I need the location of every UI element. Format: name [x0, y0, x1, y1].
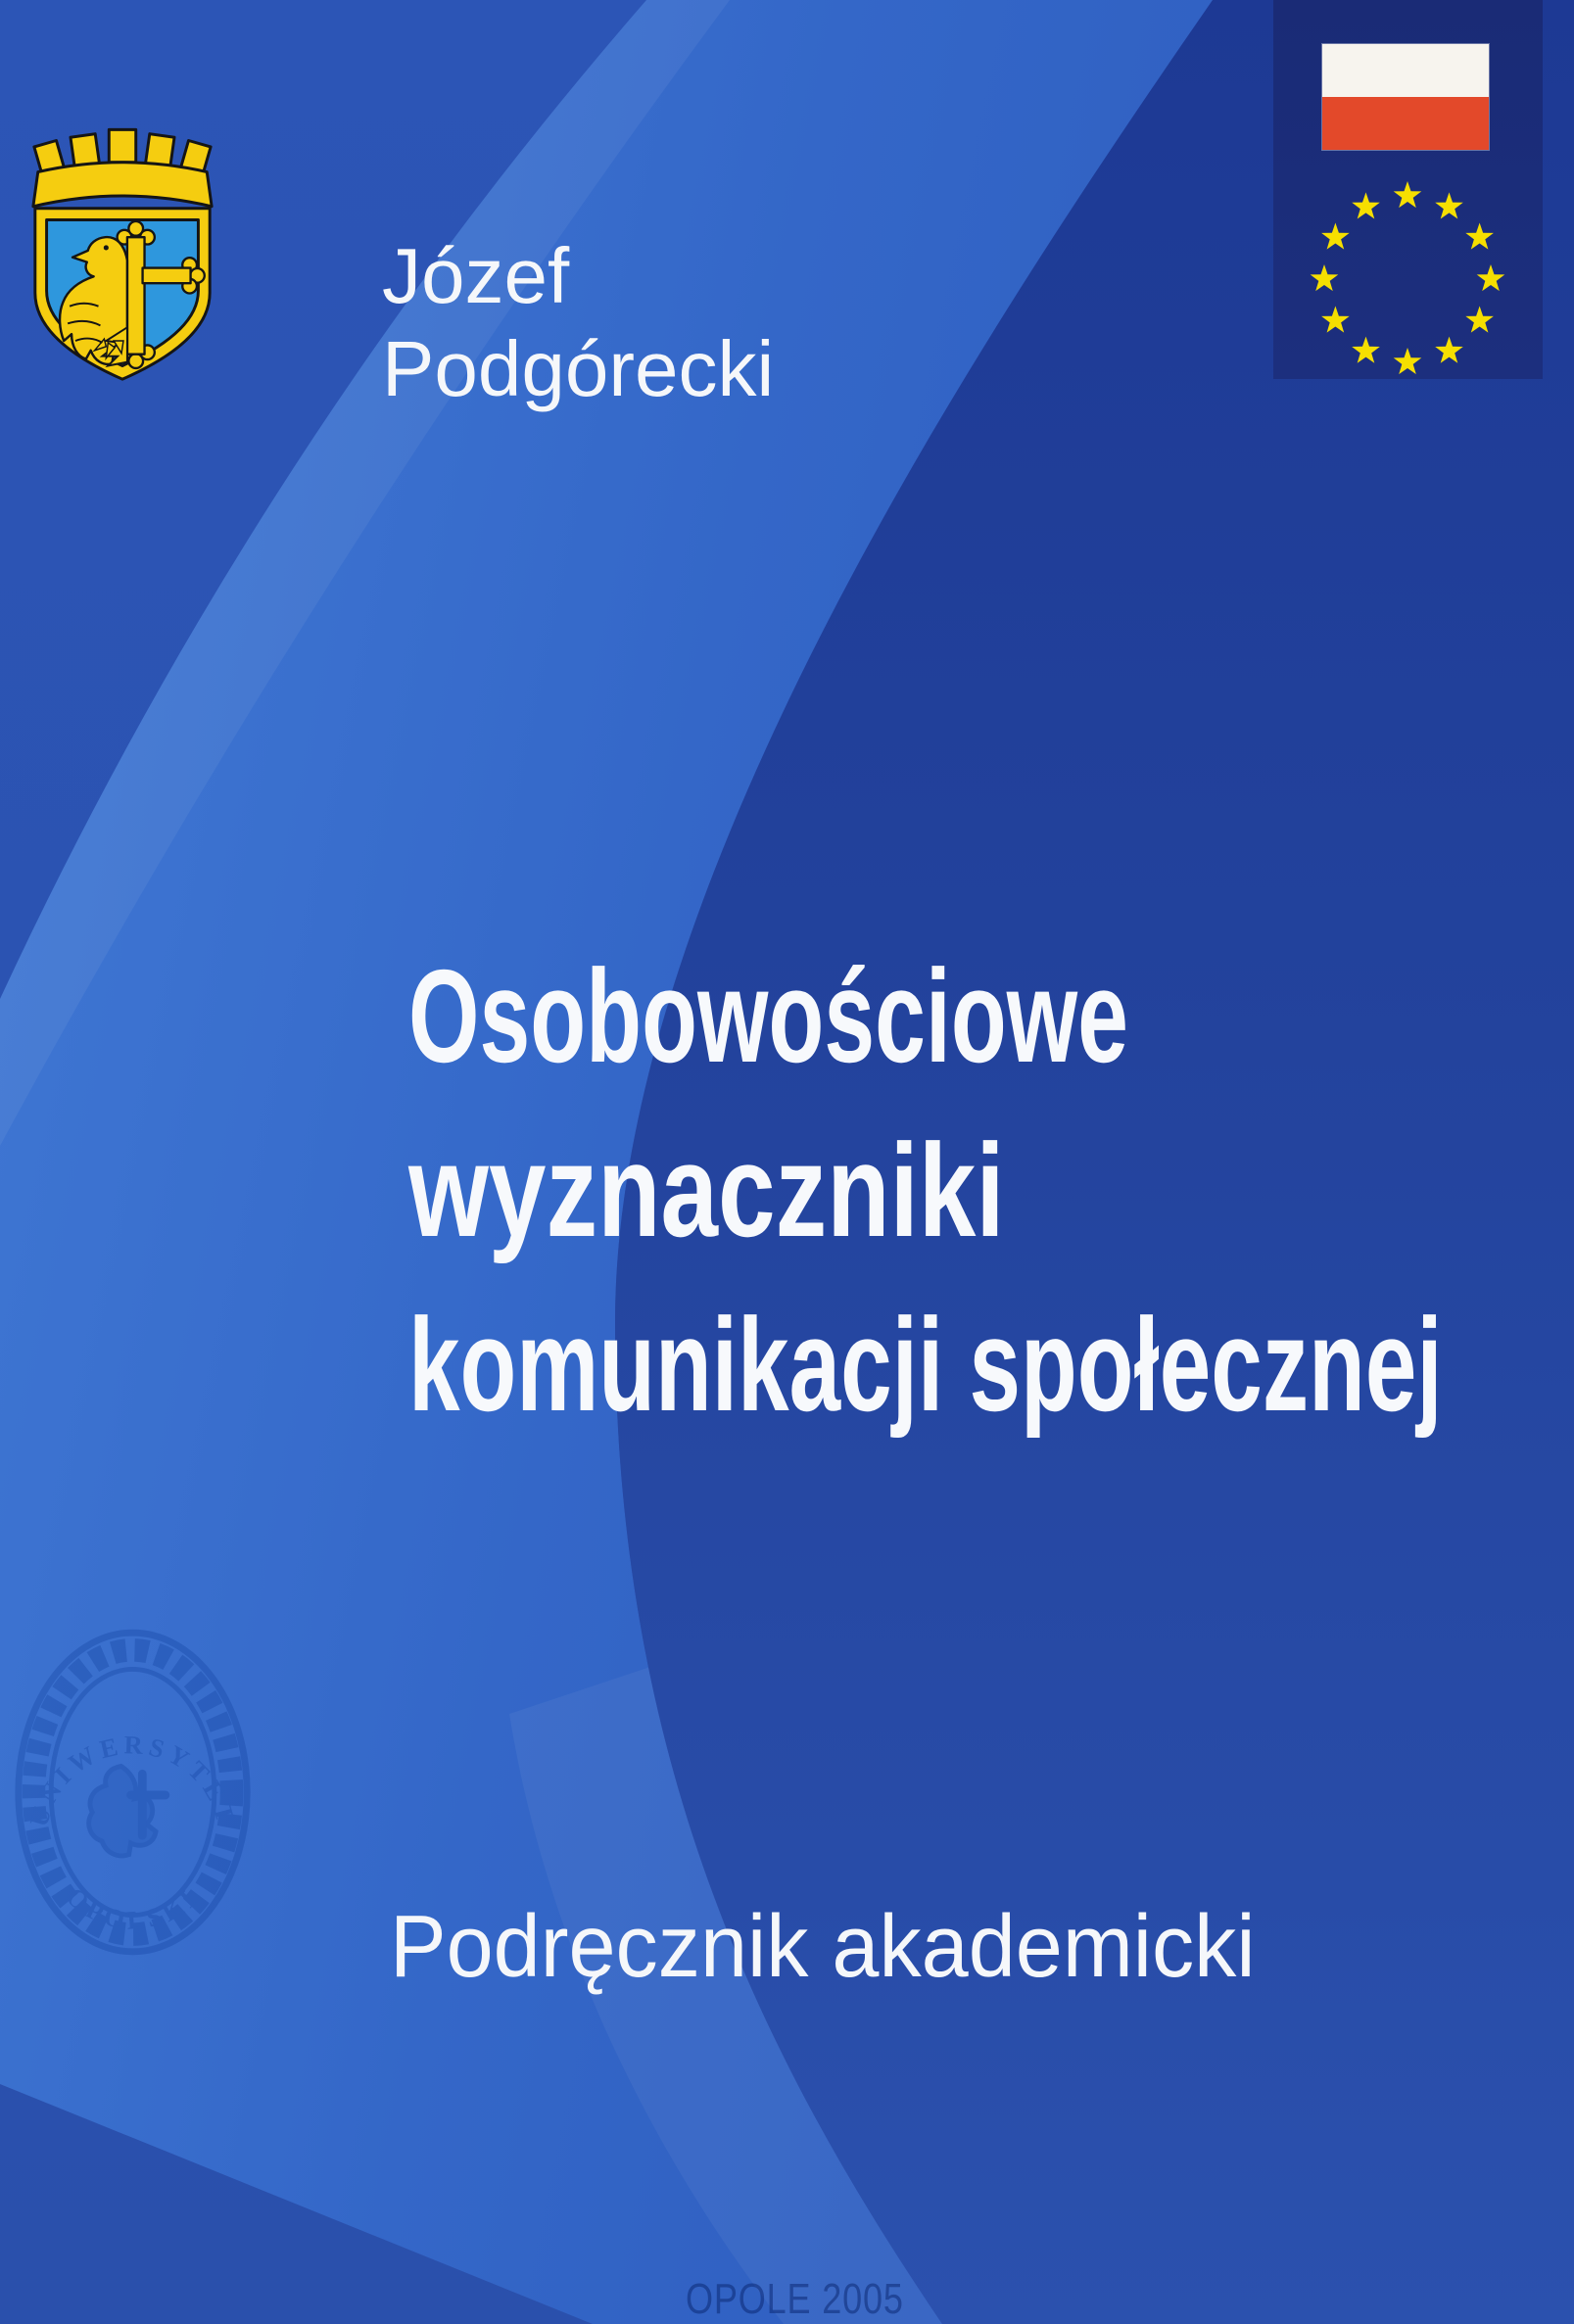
author-name: [382, 229, 774, 415]
author-first-name: Józef: [382, 232, 570, 319]
eu-stars-icon: [1273, 0, 1543, 379]
title-line-2: wyznaczniki: [408, 1116, 1005, 1264]
opole-coat-of-arms-icon: [12, 101, 233, 389]
crown-band: [33, 163, 212, 207]
university-seal-watermark: [8, 1618, 258, 1963]
title-line-3: komunikacji społecznej: [408, 1291, 1443, 1439]
subtitle: Podręcznik akademicki: [390, 1898, 1256, 1996]
seal-text-bottom: OPOLSKI: [61, 1880, 205, 1935]
title-line-1: Osobowościowe: [408, 942, 1128, 1090]
author-last-name: Podgórecki: [382, 325, 775, 412]
eu-star-circle: [1311, 181, 1505, 374]
seal-text-top: UNIWERSYTET: [24, 1730, 242, 1830]
book-title: [408, 929, 1574, 1452]
imprint-place-year: OPOLE 2005: [686, 2275, 904, 2323]
flags-panel: [1273, 0, 1543, 379]
